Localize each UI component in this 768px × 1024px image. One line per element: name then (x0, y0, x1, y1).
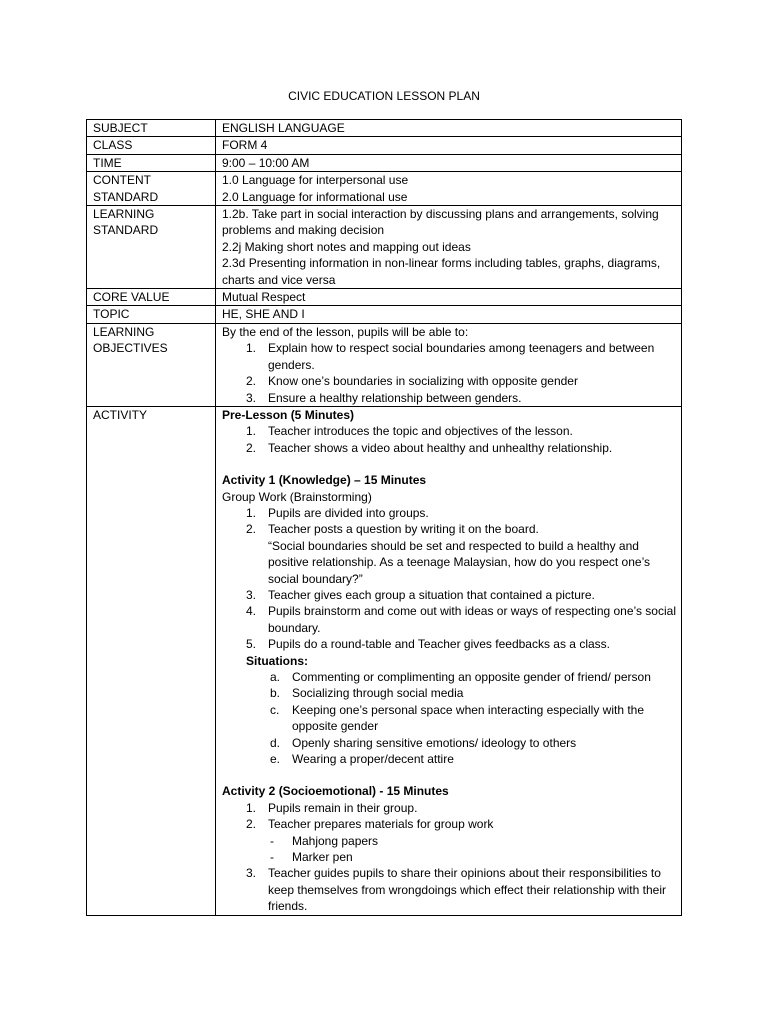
list-text: Know one’s boundaries in socializing with opposite gender (268, 374, 578, 389)
list-item (222, 423, 677, 439)
standard-item: 1.0 Language for interpersonal use (222, 173, 409, 188)
list-text: Commenting or complimenting an opposite gender of friend/ person (292, 670, 651, 684)
list-dash: - (270, 833, 274, 848)
list-text: Pupils brainstorm and come out with ideas or ways of respecting one’s social boundary. (268, 604, 676, 635)
list-letter: e. (270, 752, 281, 767)
list-text: Pupils are divided into groups. (268, 505, 429, 520)
list-item (222, 340, 677, 373)
list-item (222, 538, 677, 587)
list-number: 2. (246, 522, 257, 537)
label-line: OBJECTIVES (93, 341, 168, 356)
list-item (222, 669, 677, 685)
list-text: Teacher introduces the topic and objectives of the lesson. (268, 424, 573, 439)
list-number: 3. (246, 866, 257, 881)
list-item (222, 816, 677, 832)
list-text: Explain how to respect social boundaries among teenagers and between genders. (268, 341, 655, 372)
list-text: Keeping one’s personal space when interacting especially with the opposite gender (292, 702, 645, 734)
list-text: Teacher prepares materials for group work (268, 817, 494, 832)
list-text: Marker pen (292, 850, 353, 865)
activity-label: ACTIVITY (87, 406, 216, 915)
list-number: 1. (246, 341, 257, 356)
activity1-heading: Activity 1 (Knowledge) – 15 Minutes (222, 473, 427, 488)
table-row (87, 406, 682, 915)
objectives-intro: By the end of the lesson, pupils will be able to: (222, 324, 469, 339)
table-row (87, 289, 682, 306)
pre-lesson-heading: Pre-Lesson (5 Minutes) (222, 407, 355, 422)
table-row (87, 306, 682, 323)
list-number: 5. (246, 637, 257, 652)
list-number: 1. (246, 505, 257, 520)
activity2-heading: Activity 2 (Socioemotional) - 15 Minutes (222, 784, 449, 799)
core-value-label: CORE VALUE (87, 289, 216, 306)
list-item (222, 521, 677, 537)
topic-value: HE, SHE AND I (216, 306, 682, 323)
list-item (222, 636, 677, 652)
standard-item: 2.2j Making short notes and mapping out ideas (222, 239, 471, 254)
activity-value (216, 406, 682, 915)
label-line: STANDARD (93, 189, 159, 204)
list-number: 4. (246, 604, 257, 619)
list-item (222, 685, 677, 701)
list-text: Openly sharing sensitive emotions/ ideology to others (292, 735, 577, 750)
list-item (222, 373, 677, 389)
list-number: 1. (246, 800, 257, 815)
list-number: 3. (246, 390, 257, 405)
table-row (87, 137, 682, 154)
learning-objectives-label (87, 323, 216, 406)
situations-label: Situations: (246, 653, 308, 668)
list-number: 3. (246, 587, 257, 602)
list-item (222, 587, 677, 603)
list-item (222, 849, 677, 865)
class-value: FORM 4 (216, 137, 682, 154)
list-item (222, 390, 677, 406)
learning-objectives-value (216, 323, 682, 406)
label-line: CONTENT (93, 173, 151, 188)
table-row (87, 323, 682, 406)
list-item (222, 440, 677, 456)
list-text: Ensure a healthy relationship between genders. (268, 390, 522, 405)
label-line: LEARNING (93, 324, 155, 339)
list-text: Wearing a proper/decent attire (292, 752, 454, 767)
topic-label: TOPIC (87, 306, 216, 323)
list-number: 2. (246, 817, 257, 832)
list-item (222, 751, 677, 767)
list-text: Teacher posts a question by writing it on the board. (268, 522, 539, 537)
label-line: LEARNING (93, 207, 155, 222)
list-text: Pupils do a round-table and Teacher gives feedbacks as a class. (268, 637, 610, 652)
list-text: Teacher shows a video about healthy and unhealthy relationship. (268, 440, 613, 455)
content-standard-value (216, 172, 682, 206)
subject-value: ENGLISH LANGUAGE (216, 120, 682, 137)
time-value: 9:00 – 10:00 AM (216, 154, 682, 171)
content-standard-label (87, 172, 216, 206)
list-item (222, 505, 677, 521)
table-row (87, 154, 682, 171)
list-item (222, 800, 677, 816)
list-text: Teacher guides pupils to share their opinions about their responsibilities to keep themselves from wrongdoings which effect their relationship with their friends. (268, 866, 666, 914)
time-label: TIME (87, 154, 216, 171)
list-item (222, 735, 677, 751)
list-text: Socializing through social media (292, 686, 464, 701)
list-letter: d. (270, 735, 281, 750)
question-text: “Social boundaries should be set and respected to build a healthy and positive relationship. As a teenage Malaysian, how do you respect one’s social boundary?” (268, 538, 651, 586)
learning-standard-label (87, 206, 216, 289)
table-row (87, 172, 682, 206)
list-letter: a. (270, 670, 281, 684)
standard-item: 2.0 Language for informational use (222, 189, 408, 204)
table-row (87, 120, 682, 137)
list-dash: - (270, 850, 274, 865)
list-letter: c. (270, 702, 280, 717)
core-value-value: Mutual Respect (216, 289, 682, 306)
list-text: Teacher gives each group a situation that contained a picture. (268, 587, 595, 602)
subject-label: SUBJECT (87, 120, 216, 137)
learning-standard-value (216, 206, 682, 289)
list-number: 1. (246, 424, 257, 439)
list-item (222, 833, 677, 849)
standard-item: 1.2b. Take part in social interaction by discussing plans and arrangements, solving problems and making decision (222, 207, 659, 238)
standard-item: 2.3d Presenting information in non-linear forms including tables, graphs, diagrams, charts and vice versa (222, 256, 661, 287)
list-letter: b. (270, 686, 281, 701)
list-item (222, 865, 677, 914)
list-text: Pupils remain in their group. (268, 800, 418, 815)
list-item (222, 603, 677, 636)
list-number: 2. (246, 440, 257, 455)
list-item (222, 702, 677, 735)
list-number: 2. (246, 374, 257, 389)
label-line: STANDARD (93, 223, 159, 238)
table-row (87, 206, 682, 289)
activity1-subheading: Group Work (Brainstorming) (222, 489, 372, 504)
lesson-plan-table (86, 119, 682, 916)
list-text: Mahjong papers (292, 833, 379, 848)
page-title: CIVIC EDUCATION LESSON PLAN (288, 89, 480, 103)
class-label: CLASS (87, 137, 216, 154)
